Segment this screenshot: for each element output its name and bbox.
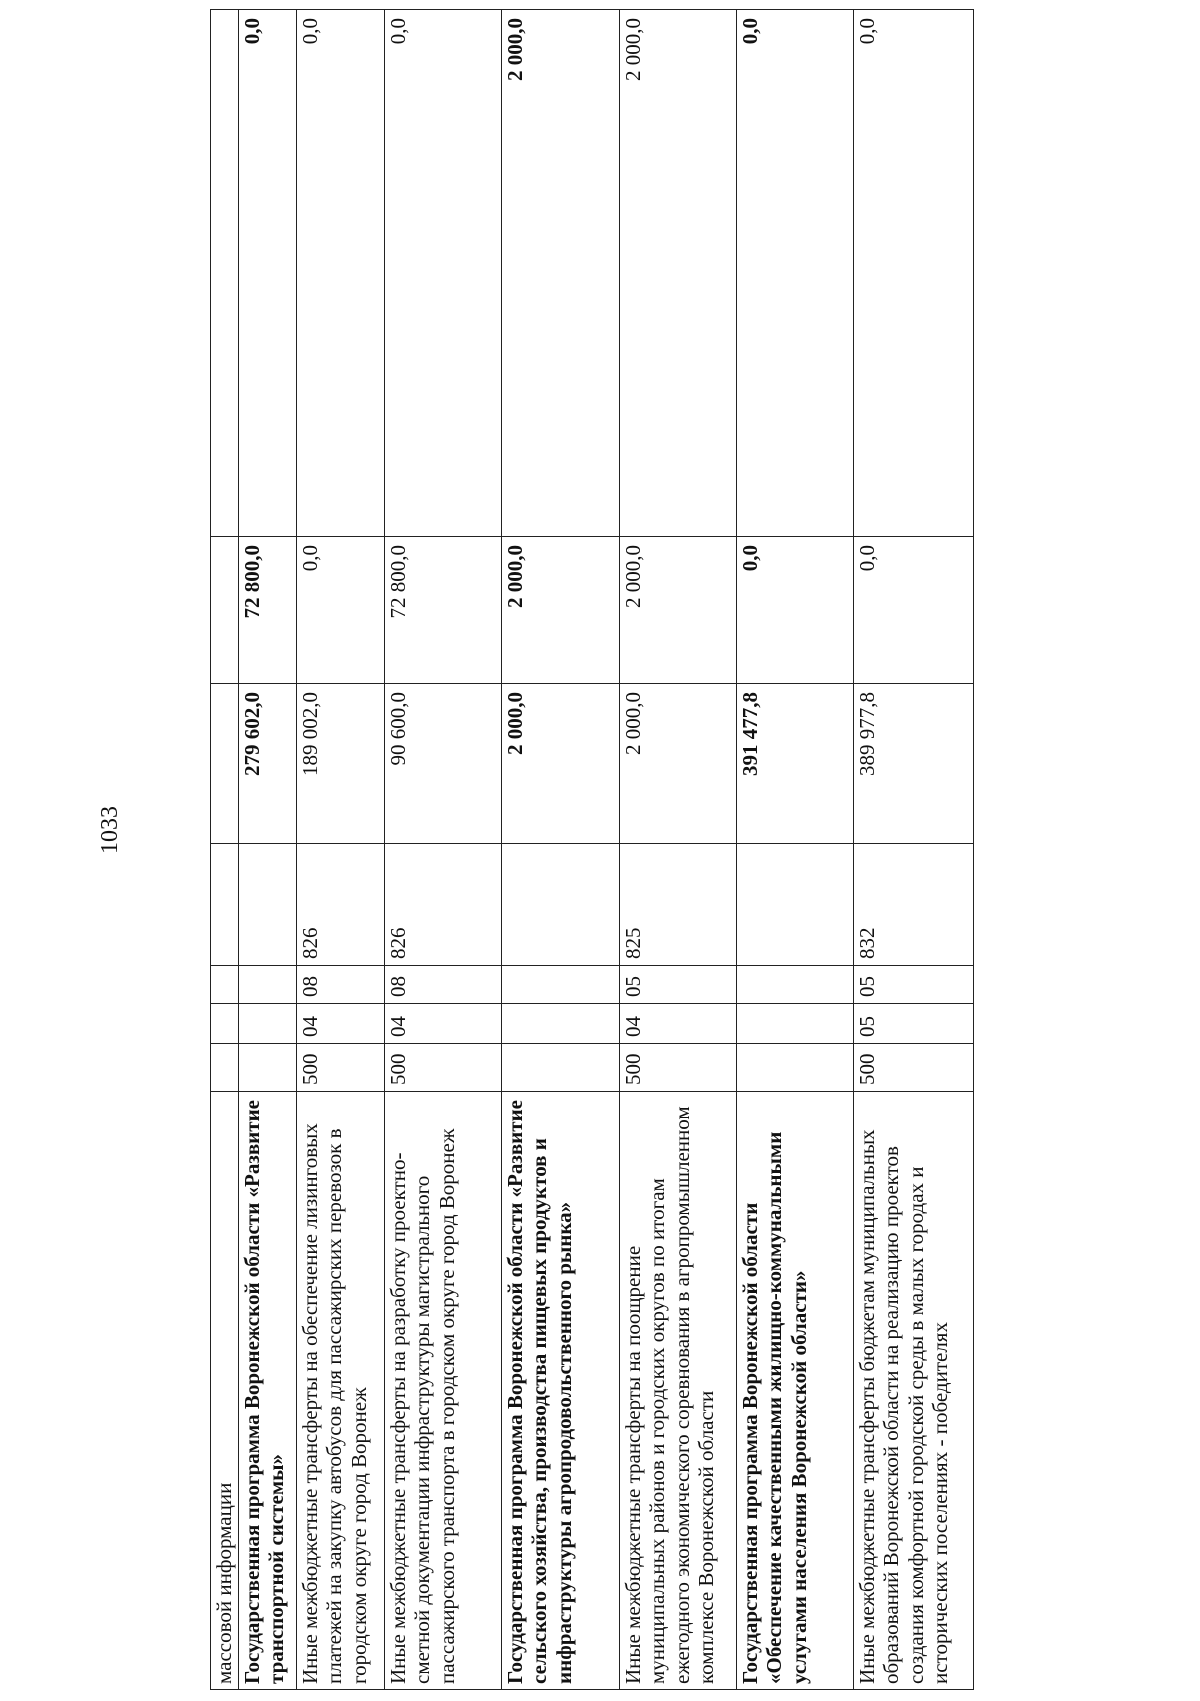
code-rz: 05 <box>853 1004 973 1044</box>
code-pr <box>211 966 239 1004</box>
value-year-1 <box>211 684 239 844</box>
value-year-2: 72 800,0 <box>238 537 296 684</box>
value-year-3: 2 000,0 <box>501 10 619 537</box>
value-year-3: 0,0 <box>853 10 973 537</box>
value-year-3: 0,0 <box>238 10 296 537</box>
code-pr <box>501 966 619 1004</box>
code-rz <box>501 1004 619 1044</box>
row-name: Государственная программа Воронежской области «Развитие транспортной системы» <box>238 1092 296 1690</box>
value-year-1: 279 602,0 <box>238 684 296 844</box>
code-rz: 04 <box>619 1004 736 1044</box>
code-rz: 04 <box>384 1004 501 1044</box>
code-gr: 500 <box>296 1044 384 1092</box>
code-vr: 832 <box>853 844 973 966</box>
code-pr: 05 <box>619 966 736 1004</box>
code-gr: 500 <box>853 1044 973 1092</box>
row-name: Иные межбюджетные трансферты на поощрение муниципальных районов и городских округов по итогам ежегодного экономического соревнования в агропромышленном комплексе Воронежской области <box>619 1092 736 1690</box>
budget-table <box>210 9 974 1690</box>
value-year-2: 0,0 <box>736 537 853 684</box>
value-year-3 <box>211 10 239 537</box>
code-gr <box>238 1044 296 1092</box>
code-gr: 500 <box>619 1044 736 1092</box>
value-year-2: 72 800,0 <box>384 537 501 684</box>
value-year-2: 0,0 <box>296 537 384 684</box>
table-row <box>211 10 239 1690</box>
table-row <box>501 10 619 1690</box>
row-name: массовой информации <box>211 1092 239 1690</box>
code-gr: 500 <box>384 1044 501 1092</box>
code-gr <box>211 1044 239 1092</box>
table-row <box>619 10 736 1690</box>
value-year-1: 2 000,0 <box>619 684 736 844</box>
code-gr <box>501 1044 619 1092</box>
code-vr: 825 <box>619 844 736 966</box>
table-row <box>238 10 296 1690</box>
code-pr: 05 <box>853 966 973 1004</box>
budget-table-container <box>210 18 1100 1690</box>
value-year-3: 0,0 <box>736 10 853 537</box>
row-name: Государственная программа Воронежской области «Обеспечение качественными жилищно-коммунальными услугами населения Воронежской области» <box>736 1092 853 1690</box>
value-year-1: 189 002,0 <box>296 684 384 844</box>
page-number: 1033 <box>97 806 123 854</box>
code-rz <box>211 1004 239 1044</box>
code-pr <box>736 966 853 1004</box>
value-year-2: 0,0 <box>853 537 973 684</box>
code-vr: 826 <box>384 844 501 966</box>
code-pr: 08 <box>384 966 501 1004</box>
row-name: Иные межбюджетные трансферты на обеспечение лизинговых платежей на закупку автобусов для пассажирских перевозок в городском округе город Воронеж <box>296 1092 384 1690</box>
code-rz <box>736 1004 853 1044</box>
row-name: Иные межбюджетные трансферты на разработку проектно-сметной документации инфраструктуры магистрального пассажирского транспорта в городском округе город Воронеж <box>384 1092 501 1690</box>
code-gr <box>736 1044 853 1092</box>
code-pr: 08 <box>296 966 384 1004</box>
table-body <box>211 10 974 1690</box>
table-row <box>853 10 973 1690</box>
table-row <box>736 10 853 1690</box>
value-year-3: 0,0 <box>384 10 501 537</box>
code-vr <box>211 844 239 966</box>
table-row <box>384 10 501 1690</box>
value-year-2: 2 000,0 <box>619 537 736 684</box>
code-rz <box>238 1004 296 1044</box>
code-rz: 04 <box>296 1004 384 1044</box>
value-year-1: 389 977,8 <box>853 684 973 844</box>
value-year-2 <box>211 537 239 684</box>
value-year-3: 0,0 <box>296 10 384 537</box>
value-year-1: 90 600,0 <box>384 684 501 844</box>
row-name: Государственная программа Воронежской области «Развитие сельского хозяйства, производства пищевых продуктов и инфраструктуры агропродовольственного рынка» <box>501 1092 619 1690</box>
value-year-3: 2 000,0 <box>619 10 736 537</box>
code-pr <box>238 966 296 1004</box>
row-name: Иные межбюджетные трансферты бюджетам муниципальных образований Воронежской области на реализацию проектов создания комфортной городской среды в малых городах и исторических поселениях - победителях <box>853 1092 973 1690</box>
value-year-1: 2 000,0 <box>501 684 619 844</box>
value-year-1: 391 477,8 <box>736 684 853 844</box>
value-year-2: 2 000,0 <box>501 537 619 684</box>
code-vr <box>736 844 853 966</box>
code-vr <box>238 844 296 966</box>
code-vr <box>501 844 619 966</box>
table-row <box>296 10 384 1690</box>
code-vr: 826 <box>296 844 384 966</box>
